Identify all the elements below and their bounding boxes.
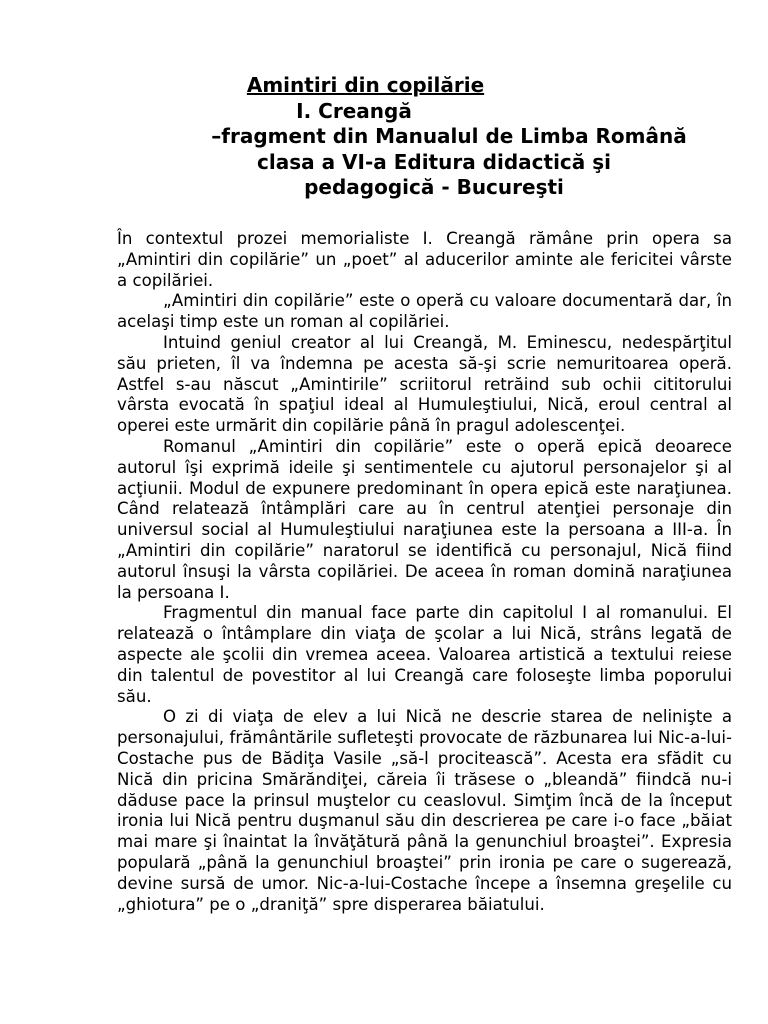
paragraph-6: O zi di viaţa de elev a lui Nică ne descrie starea de nelinişte a personajului, frământările sufleteşti provocate de răzbunarea lui Nic-a-lui-Costache pus de Bădiţa Vasile „să-l procitească”. Acesta era sfădit cu Nică din pricina Smărăndiţei, căreia îi trăsese o „bleandă” fiindcă nu-i dăduse pace la prinsul muştelor cu ceaslovul. Simţim încă de la început ironia lui Nică pentru duşmanul său din descrierea pe care i-o face „băiat mai mare şi înaintat la învăţătură până la genunchiul broaştei”. Expresia populară „până la genunchiul broaştei” prin ironia pe care o sugerează, devine sursă de umor. Nic-a-lui-Costache începe a însemna greşelile cu „ghiotura” pe o „draniţă” spre disperarea băiatului. xyxy=(117,707,732,914)
document-subtitle-line-1: –fragment din Manualul de Limba Română xyxy=(211,124,687,148)
document-header xyxy=(0,73,768,201)
paragraph-2: „Amintiri din copilărie” este o operă cu valoare documentară dar, în acelaşi timp este un roman al copilăriei. xyxy=(117,291,732,332)
paragraph-1: În contextul prozei memorialiste I. Creangă rămâne prin opera sa „Amintiri din copilărie” un „poet” al aducerilor aminte ale fericitei vârste a copilăriei. xyxy=(117,229,732,290)
paragraph-5: Fragmentul din manual face parte din capitolul I al romanului. El relatează o întâmplare din viaţa de şcolar a lui Nică, strâns legată de aspecte ale şcolii din vremea aceea. Valoarea artistică a textului reiese din talentul de povestitor al lui Creangă care foloseşte limba poporului său. xyxy=(117,603,732,706)
paragraph-4: Romanul „Amintiri din copilărie” este o operă epică deoarece autorul îşi exprimă ideile şi sentimentele cu ajutorul personajelor şi al acţiunii. Modul de expunere predominant în opera epică este naraţiunea. Când relatează întâmplări care au în centrul atenţiei personaje din universul social al Humuleştiului naraţiunea este la persoana a III-a. În „Amintiri din copilărie” naratorul se identifică cu personajul, Nică fiind autorul însuşi la vârsta copilăriei. De aceea în roman domină naraţiunea la persoana I. xyxy=(117,436,732,602)
document-subtitle-line-2: clasa a VI-a Editura didactică şi xyxy=(257,149,611,174)
document-body xyxy=(117,229,732,915)
document-title: Amintiri din copilărie xyxy=(246,73,485,97)
document-author: I. Creangă xyxy=(296,98,412,123)
paragraph-3: Intuind geniul creator al lui Creangă, M. Eminescu, nedespărţitul său prieten, îl va îndemna pe acesta să-şi scrie nemuritoarea operă. Astfel s-au născut „Amintirile” scriitorul retrăind sub ochii cititorului vârsta evocată în spaţiul ideal al Humuleştiului, Nică, eroul central al operei este urmărit din copilărie până în pragul adolescenţei. xyxy=(117,332,732,436)
document-subtitle-line-3: pedagogică - Bucureşti xyxy=(304,175,564,199)
